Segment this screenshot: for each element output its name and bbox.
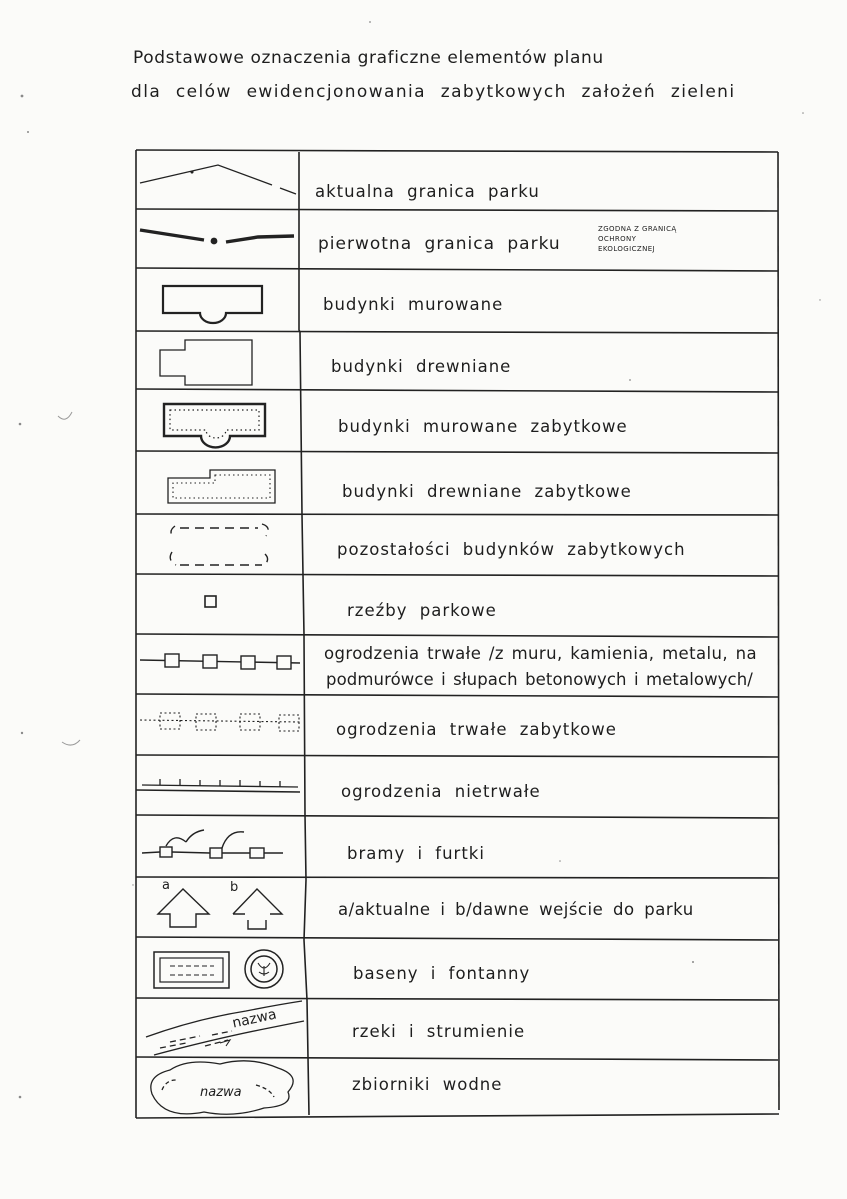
historic-permanent-fence-symbol: [140, 713, 300, 731]
legend-label-original-boundary: pierwotna granica parku: [318, 234, 561, 254]
pond-name-label: nazwa: [200, 1085, 242, 1100]
row-line: [136, 755, 778, 757]
row-line: [136, 1057, 778, 1060]
legend-label-brick-buildings: budynki murowane: [323, 295, 504, 314]
legend-label-permanent-fences-line2: podmurówce i słupach betonowych i metalowych/: [326, 670, 753, 689]
legend-label-historic-permanent-fences: ogrodzenia trwałe zabytkowe: [336, 720, 617, 739]
legend-label-rivers: rzeki i strumienie: [352, 1022, 526, 1041]
column-divider: [299, 152, 309, 1115]
original-boundary-note: ZGODNA Z GRANICĄ OCHRONY EKOLOGICZNEJ: [598, 225, 677, 253]
row-line: [136, 209, 778, 211]
river-name-label: nazwa: [230, 1006, 279, 1032]
row-line: [136, 634, 778, 637]
row-line: [136, 389, 778, 392]
row-line: [136, 451, 778, 453]
row-line: [136, 268, 778, 271]
table-top-border: [136, 150, 778, 152]
building-remains-symbol: [170, 524, 268, 566]
wooden-building-symbol: [160, 340, 252, 385]
legend-label-historic-wooden-buildings: budynki drewniane zabytkowe: [342, 482, 632, 501]
current-boundary-symbol: [140, 165, 296, 194]
entrance-b-symbol: [233, 889, 282, 929]
row-line: [136, 937, 778, 940]
legend-label-wooden-buildings: budynki drewniane: [331, 357, 512, 376]
row-line: [136, 694, 778, 697]
current-boundary-dot: [191, 171, 193, 173]
sculpture-symbol: [205, 596, 216, 607]
pool-symbol: [154, 952, 229, 988]
legend-label-gates: bramy i furtki: [347, 844, 485, 863]
legend-label-current-boundary: aktualna granica parku: [315, 182, 540, 201]
row-line: [136, 514, 778, 515]
row-line: [136, 877, 778, 878]
page-subtitle: dla celów ewidencjonowania zabytkowych założeń zieleni: [131, 82, 736, 102]
legend-label-building-remains: pozostałości budynków zabytkowych: [337, 540, 686, 559]
fountain-symbol: [245, 950, 283, 988]
permanent-fence-symbol: [140, 654, 300, 669]
entrance-b-marker: b: [230, 880, 239, 895]
entrance-a-marker: a: [162, 878, 170, 893]
river-symbol: [146, 1001, 304, 1055]
legend-label-pools-fountains: baseny i fontanny: [353, 964, 531, 983]
legend-label-sculptures: rzeźby parkowe: [347, 601, 497, 620]
legend-label-entrances: a/aktualne i b/dawne wejście do parku: [338, 900, 694, 919]
gates-symbol: [142, 830, 283, 858]
legend-label-permanent-fences-line1: ogrodzenia trwałe /z muru, kamienia, metalu, na: [324, 644, 757, 663]
entrance-a-symbol: [158, 889, 209, 927]
row-line: [136, 331, 778, 333]
row-line: [136, 998, 778, 1000]
brick-building-symbol: [163, 286, 262, 323]
original-boundary-dot: [211, 238, 218, 245]
temporary-fence-symbol: [142, 779, 298, 787]
legend-label-temporary-fences: ogrodzenia nietrwałe: [341, 782, 541, 801]
table-right-border: [778, 152, 779, 1110]
row-line: [136, 574, 778, 576]
row-line: [136, 790, 300, 792]
legend-label-ponds: zbiorniki wodne: [352, 1075, 503, 1094]
page-title: Podstawowe oznaczenia graficzne elementów planu: [133, 48, 604, 68]
row-line: [136, 815, 778, 818]
legend-label-historic-brick-buildings: budynki murowane zabytkowe: [338, 417, 628, 436]
